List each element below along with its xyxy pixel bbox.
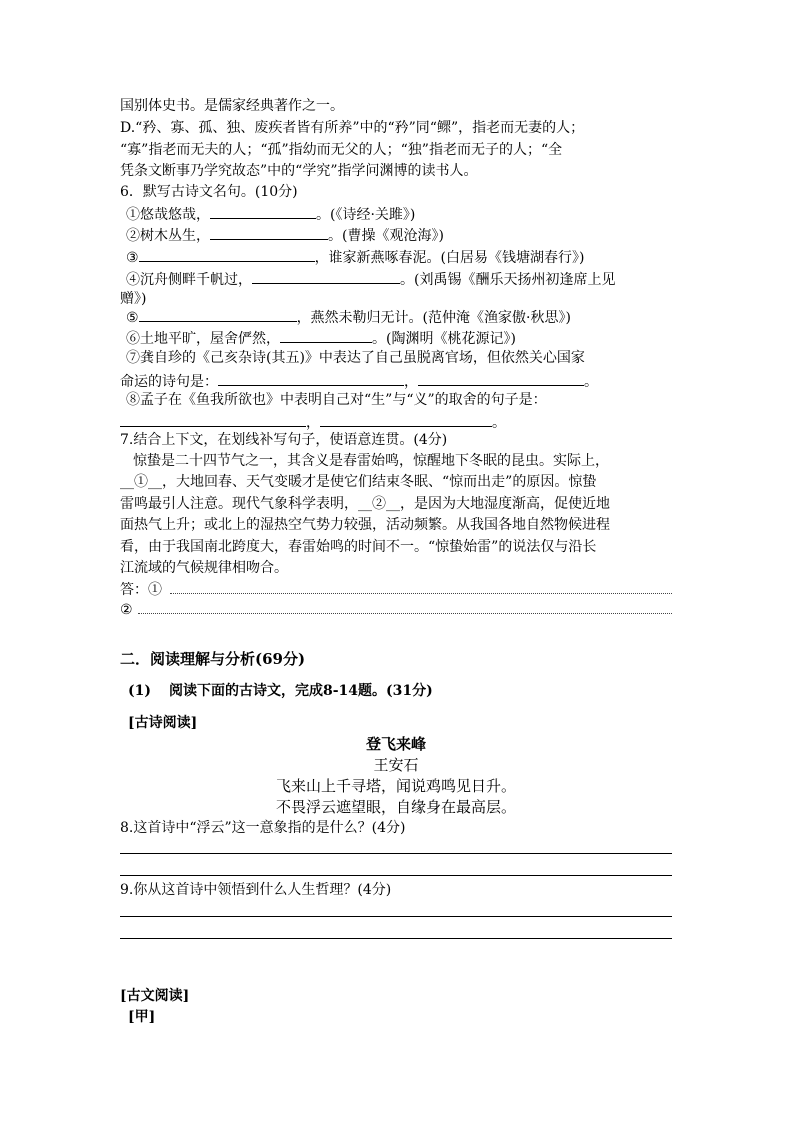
poem-reading-tag: [古诗阅读]	[128, 715, 198, 731]
answer-line[interactable]	[138, 613, 672, 614]
option-d-line-1: D.“矜、寡、孤、独、废疾者皆有所养”中的“矜”同“鳏”，指老而无妻的人；	[120, 120, 585, 136]
section-2-title: 二．阅读理解与分析(69分)	[120, 650, 306, 668]
q6-item-7-cont: 命运的诗句是： ， 。	[120, 370, 598, 392]
poem-line: 飞来山上千寻塔，闻说鸡鸣见日升。	[275, 777, 516, 795]
q6-item-5: ⑤ ，燕然未勒归无计。(范仲淹《渔家傲·秋思》)	[126, 306, 571, 328]
answer-blank[interactable]	[139, 306, 297, 322]
answer-blank[interactable]	[320, 411, 492, 427]
q6-item-7: ⑦龚自珍的《己亥杂诗(其五)》中表达了自己虽脱离官场，但依然关心国家	[126, 350, 585, 366]
q6-item-1: ①悠哉悠哉， 。(《诗经·关雎》)	[126, 203, 415, 225]
answer-blank[interactable]	[210, 224, 328, 240]
q7-passage-line: 惊蛰是二十四节气之一，其含义是春雷始鸣，惊醒地下冬眠的昆虫。实际上，	[133, 453, 609, 469]
q6-item-3: ③ ，谁家新燕啄春泥。(白居易《钱塘湖春行》)	[126, 246, 585, 268]
poem-line: 不畏浮云遮望眼，自缘身在最高层。	[275, 798, 516, 816]
option-d-line-2: “寡”指老而无夫的人；“孤”指幼而无父的人；“独”指老而无子的人；“全	[120, 142, 563, 158]
q7-passage-line: 雷鸣最引人注意。现代气象科学表明，__②__，是因为大地湿度渐高，促使近地	[120, 496, 610, 512]
q6-item-6: ⑥土地平旷，屋舍俨然， 。(陶渊明《桃花源记》)	[126, 327, 516, 349]
answer-line[interactable]	[120, 875, 672, 876]
text-line: 国别体史书。是儒家经典著作之一。	[120, 98, 344, 114]
answer-blank[interactable]	[218, 370, 404, 386]
option-d-line-3: 凭条文断事乃学究故态”中的“学究”指学问渊博的读书人。	[120, 163, 478, 179]
q6-item-8: ⑧孟子在《鱼我所欲也》中表明自己对“生”与“义”的取舍的句子是：	[126, 392, 547, 408]
answer-blank[interactable]	[139, 246, 315, 262]
answer-line[interactable]	[170, 593, 672, 594]
answer-blank[interactable]	[252, 268, 400, 284]
answer-blank[interactable]	[120, 411, 306, 427]
prose-reading-tag: [古文阅读]	[120, 988, 190, 1004]
answer-line[interactable]	[120, 916, 672, 917]
question-8: 8.这首诗中“浮云”这一意象指的是什么？(4分)	[120, 820, 406, 836]
subsection-heading: (1) 阅读下面的古诗文，完成8-14题。(31分)	[128, 683, 433, 699]
q6-item-4-cont: 赠》)	[120, 291, 147, 307]
q6-item-8-cont: ， 。	[120, 411, 506, 433]
question-7-title: 7.结合上下文，在划线补写句子，使语意连贯。(4分)	[120, 432, 448, 448]
poem-title: 登飞来峰	[365, 735, 426, 753]
answer-blank[interactable]	[418, 370, 584, 386]
answer-line[interactable]	[120, 938, 672, 939]
q7-passage-line: 面热气上升；或北上的湿热空气势力较强，活动频繁。从我国各地自然物候进程	[120, 517, 610, 533]
answer-line[interactable]	[120, 853, 672, 854]
q6-item-4: ④沉舟侧畔千帆过， 。(刘禹锡《酬乐天扬州初逢席上见	[126, 268, 615, 290]
q7-passage-line: __①__，大地回春、天气变暖才是使它们结束冬眠、“惊而出走”的原因。惊蛰	[120, 474, 597, 490]
poem-author: 王安石	[373, 756, 419, 774]
question-6-title: 6．默写古诗文名句。(10分)	[120, 184, 298, 200]
q7-answer-1-label: 答：①	[120, 582, 162, 598]
passage-jia-tag: [甲]	[128, 1009, 156, 1025]
answer-blank[interactable]	[280, 327, 372, 343]
q7-passage-line: 看，由于我国南北跨度大，春雷始鸣的时间不一。“惊蛰始雷”的说法仅与沿长	[120, 539, 597, 555]
q7-passage-line: 江流域的气候规律相吻合。	[120, 560, 288, 576]
answer-blank[interactable]	[210, 203, 316, 219]
q7-answer-2-label: ②	[120, 602, 133, 618]
question-9: 9.你从这首诗中领悟到什么人生哲理？(4分)	[120, 882, 392, 898]
q6-item-2: ②树木丛生， 。(曹操《观沧海》)	[126, 224, 444, 246]
